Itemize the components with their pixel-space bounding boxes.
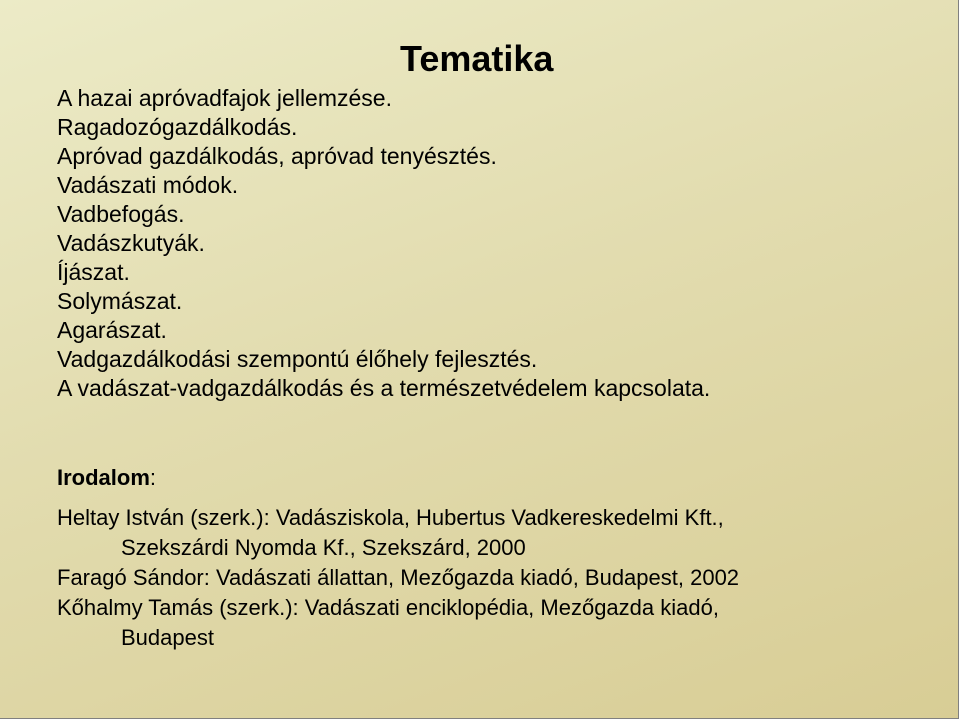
reference-line: Kőhalmy Tamás (szerk.): Vadászati enciklopédia, Mezőgazda kiadó, bbox=[57, 595, 719, 620]
reference-continuation: Szekszárdi Nyomda Kf., Szekszárd, 2000 bbox=[121, 535, 526, 560]
reference-line: Faragó Sándor: Vadászati állattan, Mezőgazda kiadó, Budapest, 2002 bbox=[57, 565, 740, 590]
topic-item: Íjászat. bbox=[57, 259, 130, 285]
literature-heading-colon: : bbox=[149, 465, 157, 490]
topic-item: Vadbefogás. bbox=[57, 201, 185, 227]
topic-item: Solymászat. bbox=[57, 288, 183, 314]
topic-item: Vadászkutyák. bbox=[57, 230, 205, 256]
topic-item: Apróvad gazdálkodás, apróvad tenyésztés. bbox=[57, 143, 497, 169]
topic-item: Ragadozógazdálkodás. bbox=[57, 114, 298, 140]
literature-heading bbox=[57, 463, 739, 495]
topic-list bbox=[57, 84, 710, 403]
topic-item: A hazai apróvadfajok jellemzése. bbox=[57, 85, 392, 111]
reference-continuation: Budapest bbox=[121, 625, 214, 650]
literature-gap bbox=[57, 495, 739, 503]
topic-item: Vadgazdálkodási szempontú élőhely fejlesztés. bbox=[57, 346, 538, 372]
topic-item: Vadászati módok. bbox=[57, 172, 239, 198]
slide-title: Tematika bbox=[400, 38, 554, 79]
literature-heading-label: Irodalom bbox=[57, 465, 150, 490]
topic-item: A vadászat-vadgazdálkodás és a természetvédelem kapcsolata. bbox=[57, 375, 711, 401]
topic-item: Agarászat. bbox=[57, 317, 167, 343]
literature-section bbox=[57, 463, 739, 653]
reference-line: Heltay István (szerk.): Vadásziskola, Hubertus Vadkereskedelmi Kft., bbox=[57, 505, 724, 530]
